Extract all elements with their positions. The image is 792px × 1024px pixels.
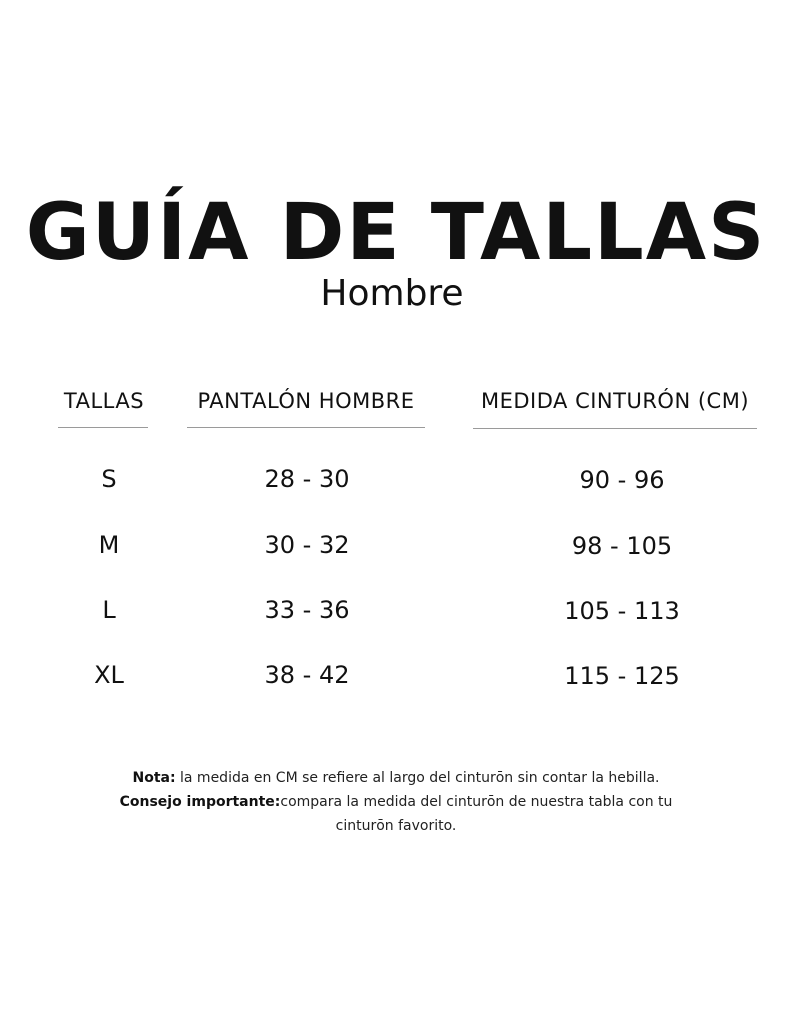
tip-text: compara la medida del cinturōn de nuestra tabla con tu cinturōn favorito. xyxy=(280,794,673,834)
tip-line xyxy=(96,790,696,838)
table-cell-size: L xyxy=(102,596,116,624)
page-title: GUÍA DE TALLAS xyxy=(25,188,767,278)
table-cell-size: S xyxy=(101,465,117,493)
notes xyxy=(96,766,696,838)
table-cell-size: M xyxy=(98,531,120,559)
table-cell-pantalon: 28 - 30 xyxy=(264,465,350,493)
table-cell-pantalon: 33 - 36 xyxy=(264,596,350,624)
column-header-cinturon: MEDIDA CINTURÓN (CM) xyxy=(480,389,750,413)
table-cell-cinturon: 105 - 113 xyxy=(564,597,680,625)
tip-label: Consejo importante: xyxy=(119,794,281,810)
table-cell-cinturon: 115 - 125 xyxy=(564,662,680,690)
column-header-pantalon: PANTALÓN HOMBRE xyxy=(197,389,415,413)
column-rule-cinturon xyxy=(473,428,757,429)
column-header-tallas: TALLAS xyxy=(63,389,145,413)
note-line xyxy=(96,766,696,790)
note-text: la medida en CM se refiere al largo del cinturōn sin contar la hebilla. xyxy=(175,770,660,786)
table-cell-size: XL xyxy=(94,661,124,689)
column-rule-tallas xyxy=(58,427,148,428)
table-cell-pantalon: 38 - 42 xyxy=(264,661,350,689)
column-rule-pantalon xyxy=(187,427,425,428)
page-subtitle: Hombre xyxy=(320,273,464,314)
note-label: Nota: xyxy=(132,770,176,786)
table-cell-cinturon: 98 - 105 xyxy=(571,532,673,560)
table-cell-pantalon: 30 - 32 xyxy=(264,531,350,559)
table-cell-cinturon: 90 - 96 xyxy=(579,466,665,494)
